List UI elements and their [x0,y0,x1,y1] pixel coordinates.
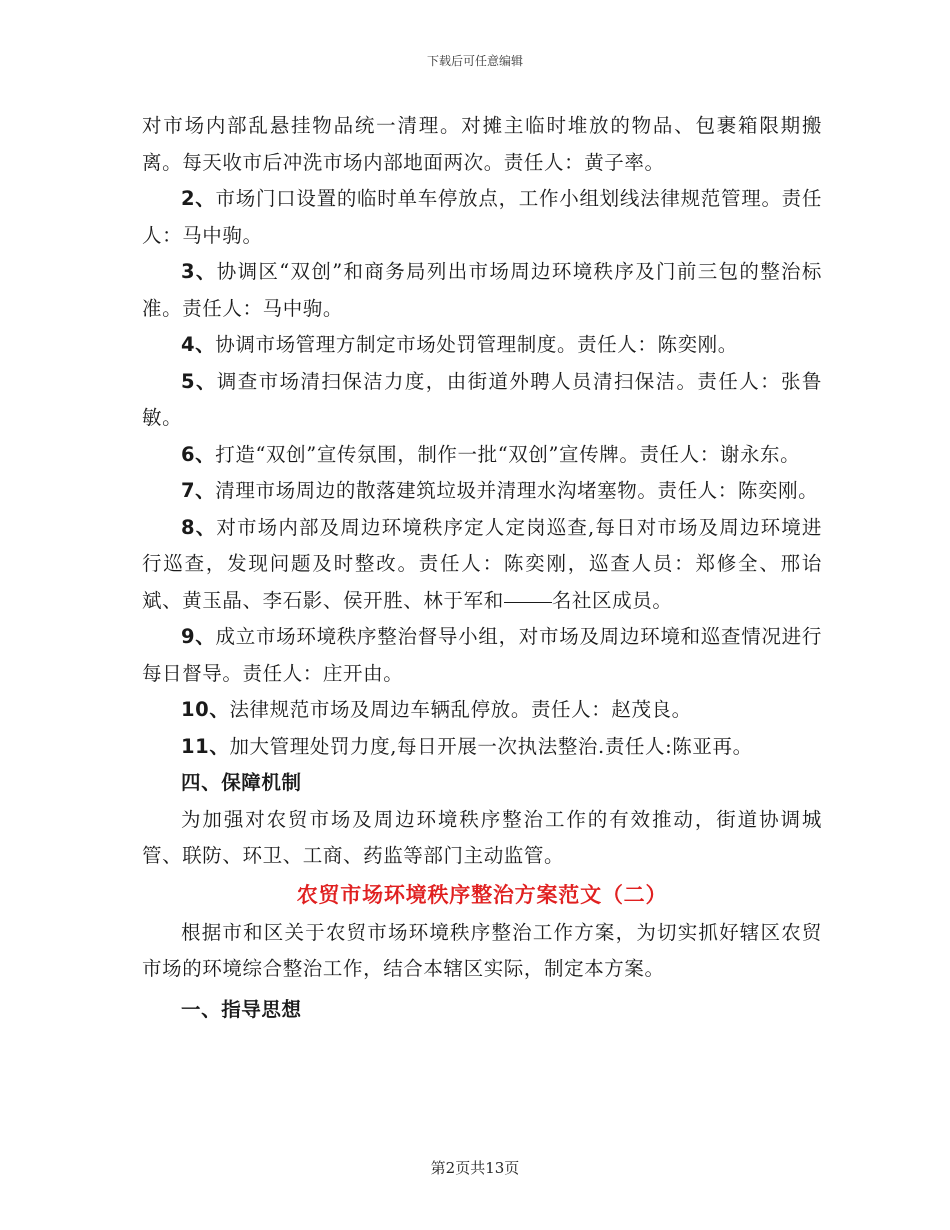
item-number: 7、 [181,479,216,502]
item-text: 协调区“双创”和商务局列出市场周边环境秩序及门前三包的整治标准。责任人：马中驹。 [142,260,822,320]
item-number: 2、 [181,187,216,210]
page-footer: 第2页共13页 [430,1159,520,1177]
item-number: 3、 [181,260,217,283]
item-text: 清理市场周边的散落建筑垃圾并清理水沟堵塞物。责任人：陈奕刚。 [215,479,819,502]
item-number: 11、 [181,734,230,758]
fill-in-blank [504,601,552,603]
item-text: 协调市场管理方制定市场处罚管理制度。责任人：陈奕刚。 [215,333,738,356]
item-text: 加大管理处罚力度,每日开展一次执法整治.责任人:陈亚再。 [229,734,753,758]
list-item-3 [142,254,822,327]
page-header: 下载后可任意编辑 [426,54,523,68]
section-heading-4: 四、保障机制 [181,771,302,794]
list-item-5 [142,364,822,437]
list-item-7 [142,473,822,510]
item-number: 8、 [181,515,217,539]
list-item-2 [142,181,822,254]
item-number: 5、 [181,369,217,393]
item-text-after-blank: 名社区成员。 [551,588,673,612]
item-text: 打造“双创”宣传氛围，制作一批“双创”宣传牌。责任人：谢永东。 [215,442,801,466]
list-item-8 [142,510,822,620]
item-text: 调查市场清扫保洁力度，由街道外聘人员清扫保洁。责任人：张鲁敏。 [142,369,822,429]
list-item-6 [142,437,822,474]
item-number: 9、 [181,625,216,648]
item-number: 10、 [181,698,230,721]
section-heading-1: 一、指导思想 [181,997,302,1021]
list-item-9 [142,619,822,692]
item-text: 市场门口设置的临时单车停放点，工作小组划线法律规范管理。责任人：马中驹。 [142,187,822,247]
item-text: 成立市场环境秩序整治督导小组，对市场及周边环境和巡查情况进行每日督导。责任人：庄开由。 [142,625,822,685]
section-4-paragraph: 为加强对农贸市场及周边环境秩序整治工作的有效推动，街道协调城管、联防、环卫、工商、药监等部门主动监管。 [142,807,822,867]
list-item-11 [142,729,822,766]
paragraph-continued [142,108,822,181]
list-item-10 [142,692,822,729]
item-text: 对市场内部及周边环境秩序定人定岗巡查,每日对市场及周边环境进行巡查，发现问题及时整改。责任人：陈奕刚，巡查人员：郑修全、邢诒斌、黄玉晶、李石影、侯开胜、林于军和 [142,515,822,612]
document-body [142,108,822,1028]
item-text: 法律规范市场及周边车辆乱停放。责任人：赵茂良。 [229,698,692,721]
item-number: 4、 [181,333,216,356]
document-title: 农贸市场环境秩序整治方案范文（二） [296,882,668,907]
list-item-4 [142,327,822,364]
intro-paragraph: 根据市和区关于农贸市场环境秩序整治工作方案，为切实抓好辖区农贸市场的环境综合整治工作，结合本辖区实际，制定本方案。 [142,920,822,980]
item-number: 6、 [181,442,216,466]
paragraph-text: 对市场内部乱悬挂物品统一清理。对摊主临时堆放的物品、包裹箱限期搬离。每天收市后冲洗市场内部地面两次。责任人：黄子率。 [142,114,822,174]
